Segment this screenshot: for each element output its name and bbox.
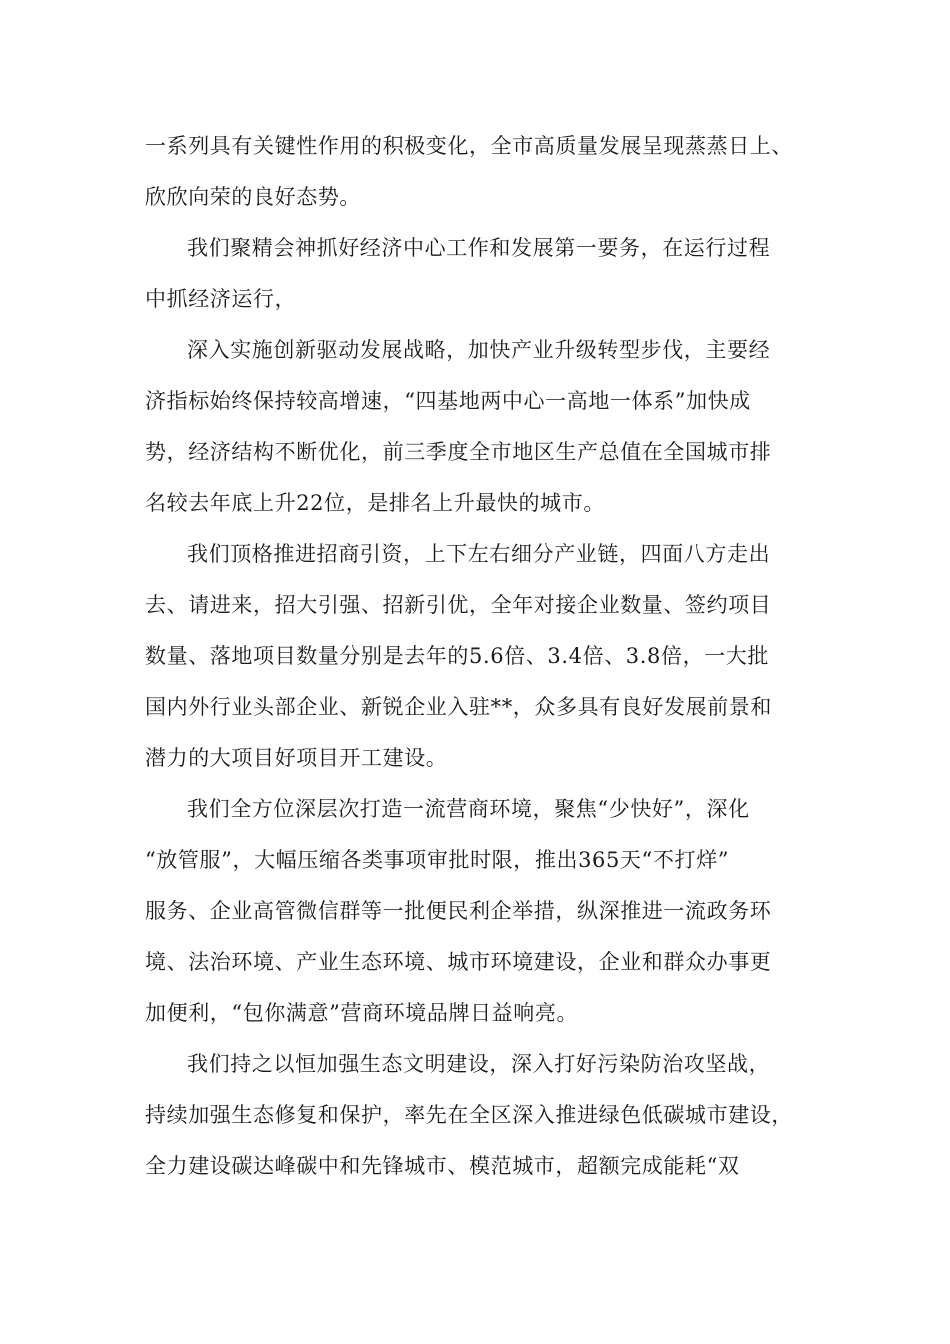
text-line: 持续加强生态修复和保护，率先在全区深入推进绿色低碳城市建设， xyxy=(145,1103,793,1127)
text-line: 去、请进来，招大引强、招新引优，全年对接企业数量、签约项目 xyxy=(145,593,772,617)
text-line: 欣欣向荣的良好态势。 xyxy=(145,185,361,209)
text-line: 中抓经济运行， xyxy=(145,287,297,311)
text-line: “放管服”，大幅压缩各类事项审批时限，推出365天“不打烊” xyxy=(145,848,730,872)
text-line: 全力建设碳达峰碳中和先锋城市、模范城市，超额完成能耗“双 xyxy=(145,1154,740,1178)
text-line: 济指标始终保持较高增速，“四基地两中心一高地一体系”加快成 xyxy=(145,389,751,413)
text-line: 境、法治环境、产业生态环境、城市环境建设，企业和群众办事更 xyxy=(145,950,772,974)
text-line: 加便利，“包你满意”营商环境品牌日益响亮。 xyxy=(145,1001,579,1025)
text-line: 名较去年底上升22位，是排名上升最快的城市。 xyxy=(145,491,605,515)
text-line: 一系列具有关键性作用的积极变化，全市高质量发展呈现蒸蒸日上、 xyxy=(145,134,793,158)
paragraph-first-line: 我们聚精会神抓好经济中心工作和发展第一要务，在运行过程 xyxy=(187,236,771,260)
text-line: 潜力的大项目好项目开工建设。 xyxy=(145,746,448,770)
text-line: 国内外行业头部企业、新锐企业入驻**，众多具有良好发展前景和 xyxy=(145,695,772,719)
paragraph-first-line: 深入实施创新驱动发展战略，加快产业升级转型步伐，主要经 xyxy=(187,338,771,362)
paragraph-first-line: 我们顶格推进招商引资，上下左右细分产业链，四面八方走出 xyxy=(187,542,771,566)
paragraph-first-line: 我们持之以恒加强生态文明建设，深入打好污染防治攻坚战， xyxy=(187,1052,771,1076)
text-line: 服务、企业高管微信群等一批便民利企举措，纵深推进一流政务环 xyxy=(145,899,772,923)
document-body xyxy=(145,126,805,1197)
paragraph-first-line: 我们全方位深层次打造一流营商环境，聚焦“少快好”，深化 xyxy=(187,797,750,821)
text-line: 数量、落地项目数量分别是去年的5.6倍、3.4倍、3.8倍，一大批 xyxy=(145,644,769,668)
text-line: 势，经济结构不断优化，前三季度全市地区生产总值在全国城市排 xyxy=(145,440,772,464)
